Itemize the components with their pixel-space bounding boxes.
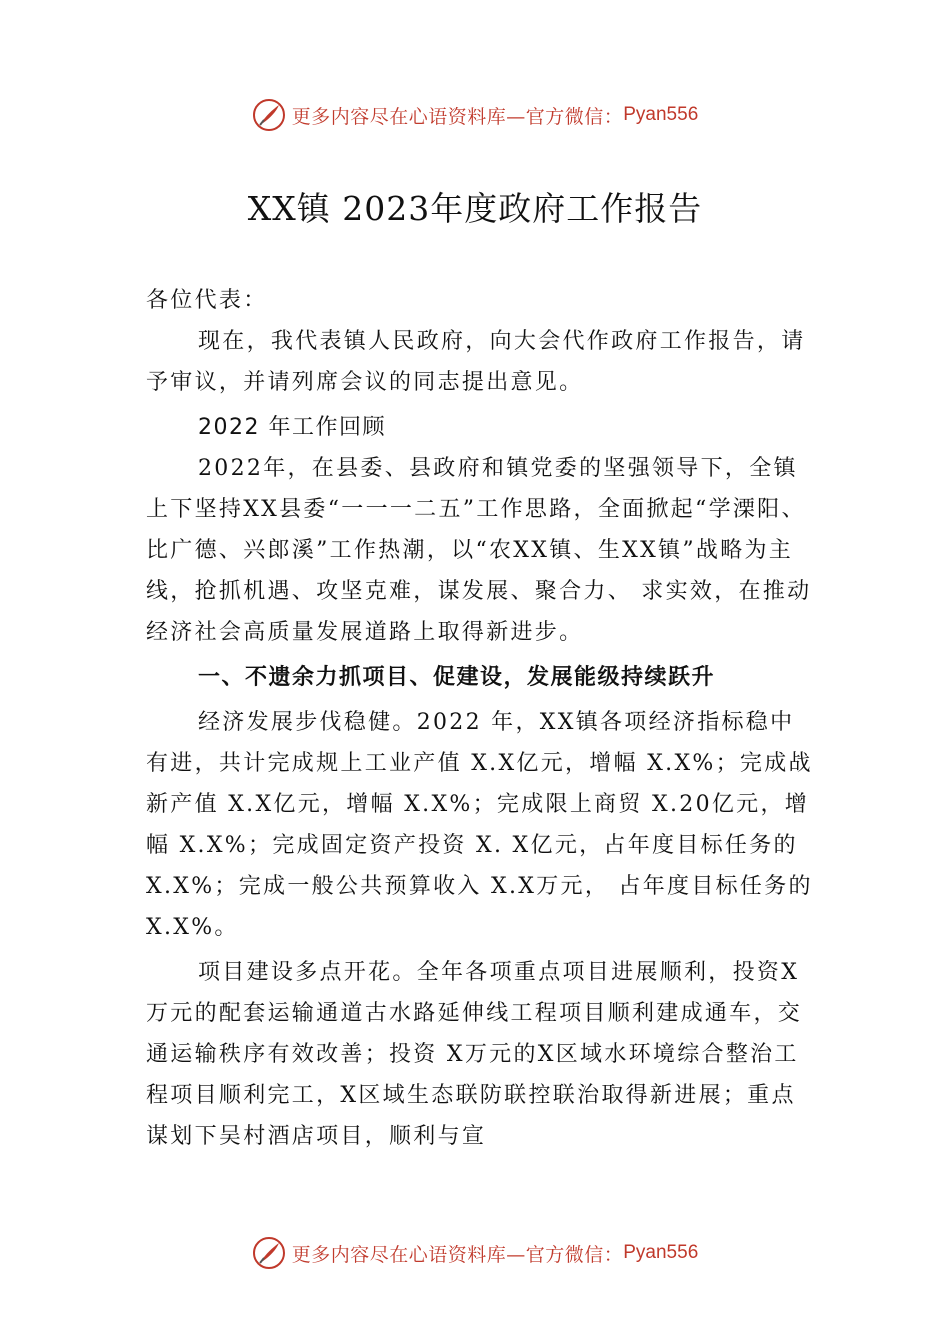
watermark-wechat-id: Pyan556 bbox=[623, 1242, 699, 1263]
document-body bbox=[146, 280, 818, 1157]
document-title: XX镇 2023年度政府工作报告 bbox=[247, 189, 703, 228]
watermark-text: 更多内容尽在心语资料库—官方微信： bbox=[291, 105, 624, 128]
section-heading-review: 2022 年工作回顾 bbox=[198, 415, 386, 440]
quill-logo-icon bbox=[252, 1236, 286, 1270]
watermark-text: 更多内容尽在心语资料库—官方微信： bbox=[291, 1243, 624, 1266]
section-heading-1: 一、不遗余力抓项目、促建设，发展能级持续跃升 bbox=[198, 665, 716, 690]
intro-paragraph: 现在，我代表镇人民政府，向大会代作政府工作报告，请予审议，并请列席会议的同志提出意见。 bbox=[146, 329, 806, 395]
salutation: 各位代表： bbox=[146, 288, 268, 313]
watermark-wechat-id: Pyan556 bbox=[623, 104, 699, 125]
projects-paragraph: 项目建设多点开花。全年各项重点项目进展顺利，投资X 万元的配套运输通道古水路延伸线工程项目顺利建成通车，交通运输秩序有效改善；投资 X万元的X区域水环境综合整治工程项目顺利完工，X区域生态联防联控联治取得新进展；重点谋划下吴村酒店项目，顺利与宣 bbox=[146, 960, 803, 1149]
quill-logo-icon bbox=[252, 98, 286, 132]
watermark-top bbox=[0, 95, 950, 135]
watermark-bottom bbox=[0, 1233, 950, 1273]
review-paragraph: 2022年，在县委、县政府和镇党委的坚强领导下，全镇上下坚持XX县委“一一一二五”工作思路，全面掀起“学溧阳、比广德、兴郎溪”工作热潮，以“农XX镇、生XX镇”战略为主线，抢抓机遇、攻坚克难，谋发展、聚合力、 求实效，在推动经济社会高质量发展道路上取得新进步。 bbox=[146, 456, 812, 645]
economy-paragraph: 经济发展步伐稳健。2022 年，XX镇各项经济指标稳中有进，共计完成规上工业产值 X.X亿元，增幅 X.X%；完成战新产值 X.X亿元，增幅 X.X%；完成限上商贸 X.20亿元，增幅 X.X%；完成固定资产投资 X. X亿元，占年度目标任务的 X.X%；完成一般公共预算收入 X.X万元， 占年度目标任务的 X.X%。 bbox=[146, 710, 813, 940]
